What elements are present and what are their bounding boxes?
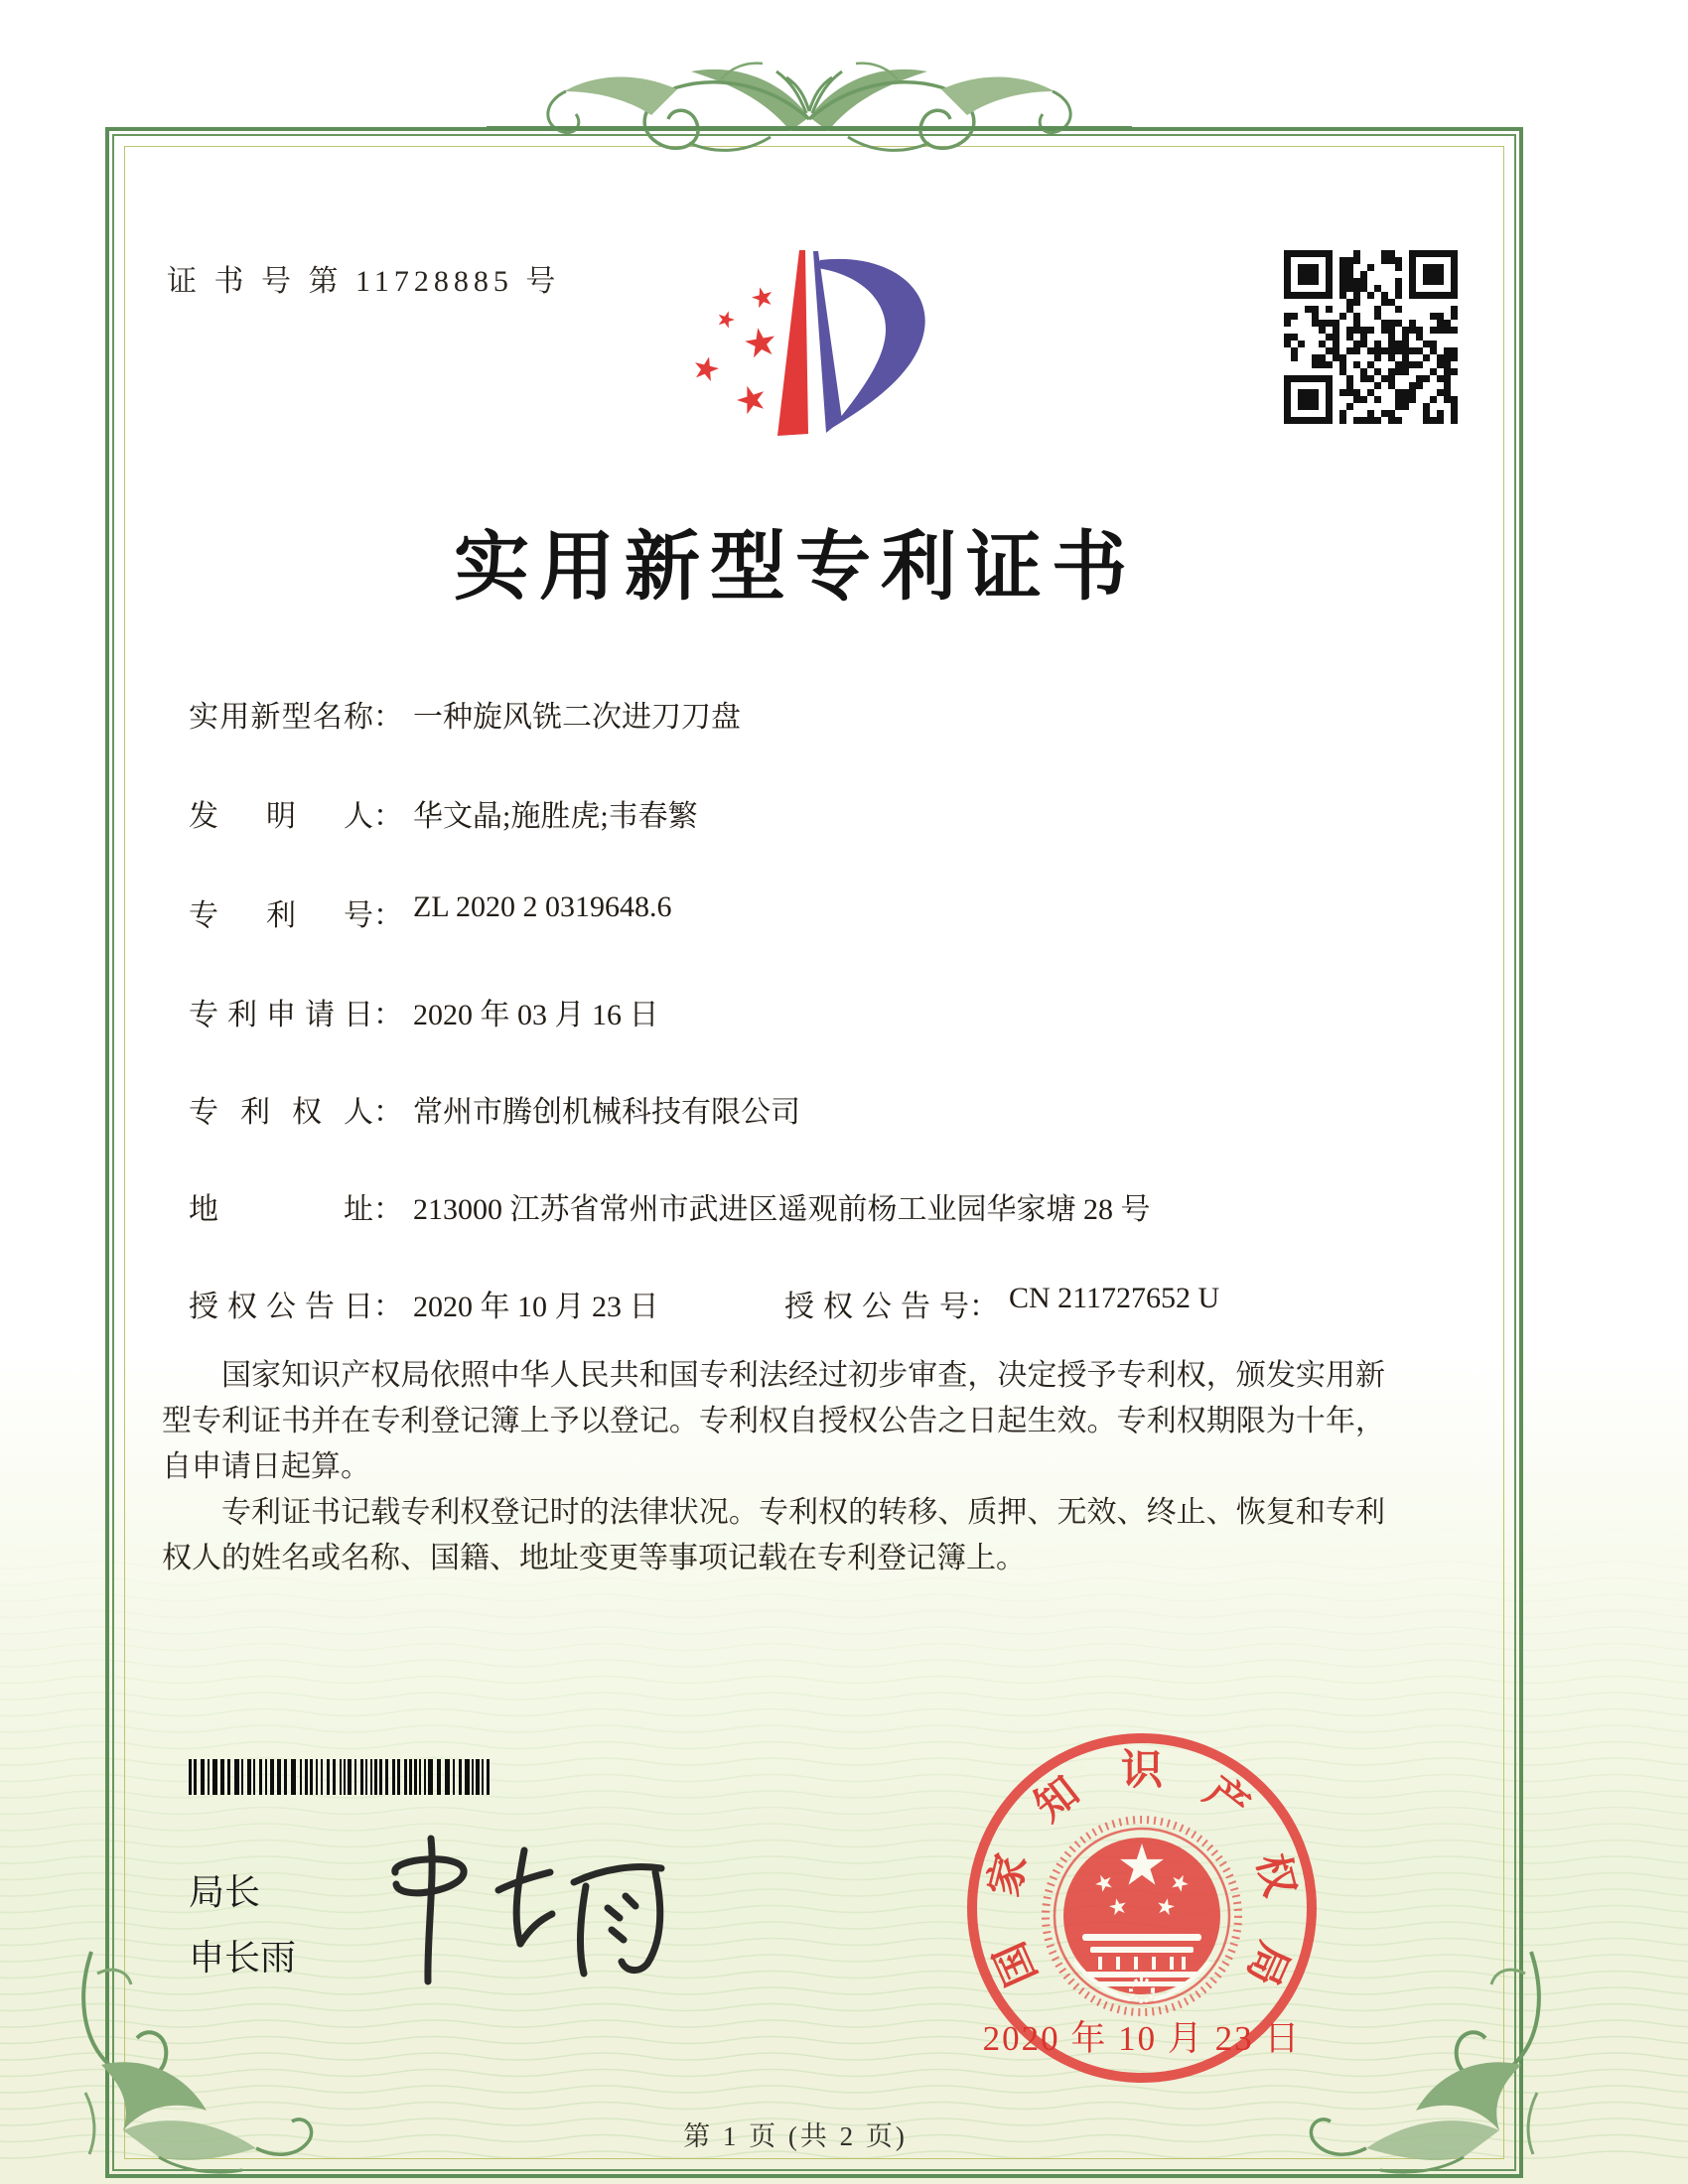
certificate-number: 证 书 号 第 11728885 号 (167, 265, 561, 298)
field-label: 授权公告号 (784, 1291, 969, 1323)
field-row-grant-date-and-number (189, 1282, 1420, 1325)
field-colon: ： (373, 701, 403, 734)
star-icon (752, 287, 772, 308)
page-number-footer: 第 1 页 (共 2 页) (683, 2121, 908, 2151)
commissioner-title: 局长 (189, 1871, 261, 1912)
field-label: 授权公告日 (189, 1291, 373, 1323)
legal-text-block (162, 1353, 1385, 1581)
field-value: ZL 2020 2 0319648.6 (413, 890, 672, 923)
star-icon (745, 328, 774, 357)
star-icon (737, 386, 764, 415)
field-colon: ： (373, 999, 403, 1031)
field-row-address (189, 1184, 1420, 1228)
field-label: 发明人 (189, 800, 373, 833)
seal-ring-character: 局 (1237, 1935, 1297, 1992)
field-value: 2020 年 03 月 16 日 (413, 999, 659, 1031)
director-signature-icon (365, 1825, 673, 2003)
field-value: CN 211727652 U (1009, 1282, 1220, 1314)
field-row-inventors (189, 791, 1420, 835)
field-row-utility-model-name (189, 692, 1420, 736)
field-colon: ： (373, 899, 403, 932)
seal-ring-character: 产 (1196, 1769, 1257, 1832)
field-colon: ： (373, 1291, 403, 1323)
star-icon (695, 356, 719, 381)
field-row-patentee (189, 1087, 1420, 1131)
field-value: 华文晶;施胜虎;韦春繁 (413, 800, 698, 833)
field-row-patent-number (189, 890, 1420, 934)
seal-ring-character: 知 (1027, 1769, 1088, 1832)
seal-ring-character: 权 (1247, 1848, 1303, 1901)
field-colon: ： (373, 800, 403, 833)
barcode-icon (187, 1759, 499, 1797)
qr-code-icon (1284, 250, 1458, 424)
cnipa-logo-icon (675, 238, 943, 447)
field-label: 专利权人 (189, 1096, 373, 1129)
commissioner-name: 申长雨 (189, 1937, 297, 1978)
legal-paragraph-1: 国家知识产权局依照中华人民共和国专利法经过初步审查，决定授予专利权，颁发实用新型专利证书并在专利登记簿上予以登记。专利权自授权公告之日起生效。专利权期限为十年，自申请日起算。 (162, 1359, 1385, 1483)
seal-date: 2020 年 10 月 23 日 (982, 2019, 1302, 2058)
field-value: 213000 江苏省常州市武进区遥观前杨工业园华家塘 28 号 (413, 1193, 1151, 1226)
field-row-filing-date (189, 990, 1420, 1033)
seal-ring-character: 国 (987, 1935, 1047, 1992)
grant-number-group (784, 1282, 1219, 1325)
field-label: 地址 (189, 1193, 373, 1226)
field-value: 2020 年 10 月 23 日 (413, 1291, 659, 1323)
field-label: 专利申请日 (189, 999, 373, 1031)
field-colon: ： (373, 1193, 403, 1226)
field-value: 常州市腾创机械科技有限公司 (413, 1096, 800, 1129)
field-colon: ： (969, 1291, 999, 1323)
legal-paragraph-2: 专利证书记载专利权登记时的法律状况。专利权的转移、质押、无效、终止、恢复和专利权人的姓名或名称、国籍、地址变更等事项记载在专利登记簿上。 (162, 1496, 1385, 1574)
seal-ring-character: 家 (981, 1848, 1037, 1901)
seal-ring-character: 识 (1120, 1748, 1163, 1794)
field-label: 实用新型名称 (189, 701, 373, 734)
star-icon (719, 311, 735, 328)
field-value: 一种旋风铣二次进刀刀盘 (413, 701, 741, 734)
field-colon: ： (373, 1096, 403, 1129)
certificate-title: 实用新型专利证书 (454, 526, 1137, 610)
field-label: 专利号 (189, 899, 373, 932)
